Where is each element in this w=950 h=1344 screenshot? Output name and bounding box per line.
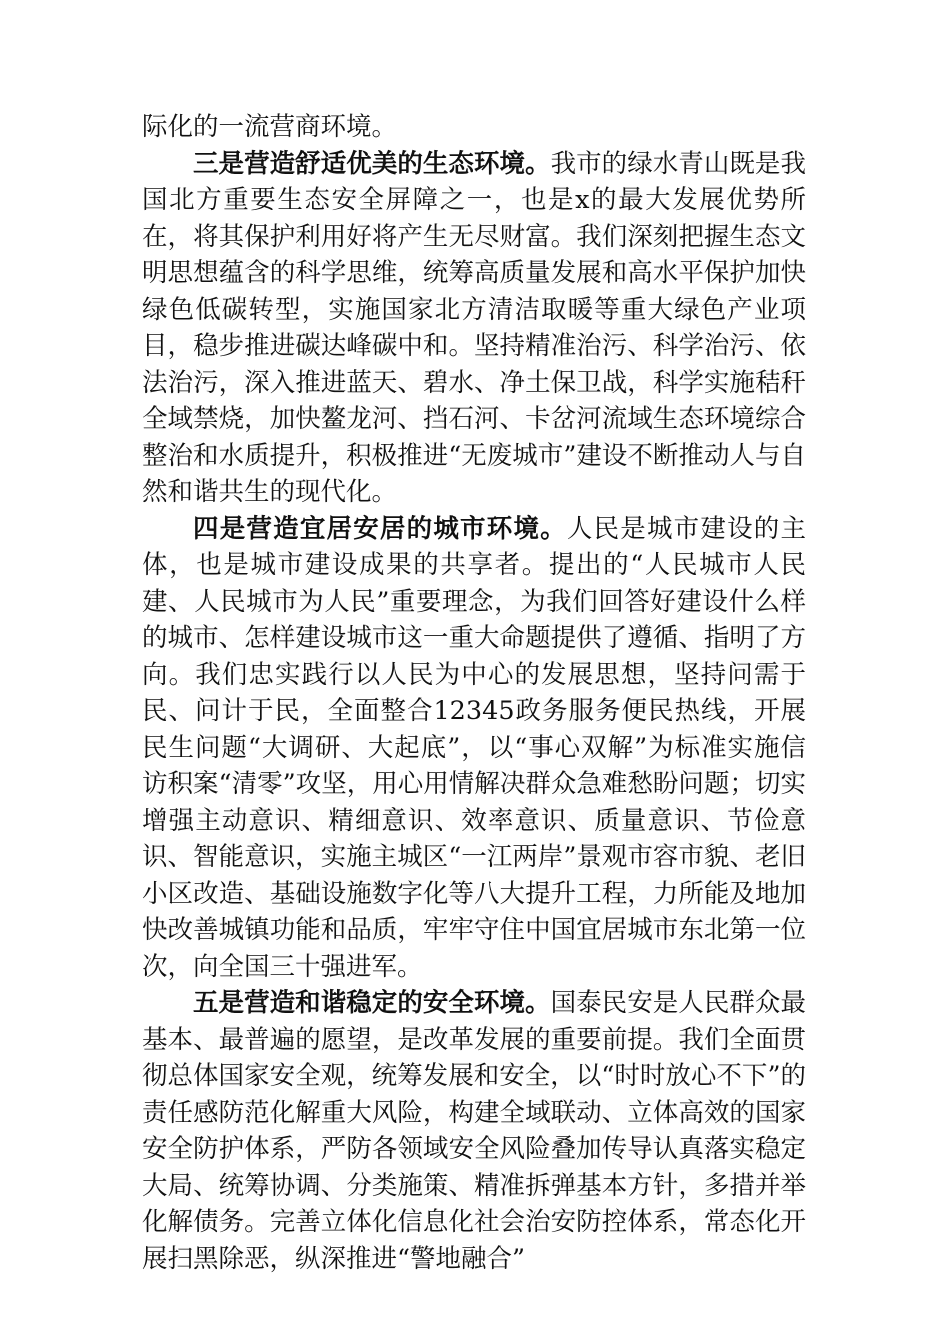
paragraph-text: 际化的一流营商环境。 — [142, 112, 398, 142]
paragraph-text: 国泰民安是人民群众最基本、最普遍的愿望，是改革发展的重要前提。我们全面贯彻总体国家安全观，统筹发展和安全，以“时时放心不下”的责任感防范化解重大风险，构建全域联动、立体高效的国家安全防护体系，严防各领域安全风险叠加传导认真落实稳定大局、统筹协调、分类施策、精准拆弹基本方针，多措并举化解债务。完善立体化信息化社会治安防控体系，常态化开展扫黑除恶，纵深推进“警地融合” — [142, 988, 806, 1274]
paragraph-ecological-environment — [142, 146, 806, 511]
paragraph-text: 我市的绿水青山既是我国北方重要生态安全屏障之一，也是x的最大发展优势所在，将其保护利用好将产生无尽财富。我们深刻把握生态文明思想蕴含的科学思维，统筹高质量发展和高水平保护加快绿色低碳转型，实施国家北方清洁取暖等重大绿色产业项目，稳步推进碳达峰碳中和。坚持精准治污、科学治污、依法治污，深入推进蓝天、碧水、净土保卫战，科学实施秸秆全域禁烧，加快鳌龙河、挡石河、卡岔河流域生态环境综合整治和水质提升，积极推进“无废城市”建设不断推动人与自然和谐共生的现代化。 — [142, 148, 806, 507]
document-page — [142, 109, 806, 1277]
paragraph-heading: 四是营造宜居安居的城市环境。 — [193, 513, 567, 544]
paragraph-heading: 五是营造和谐稳定的安全环境。 — [193, 988, 551, 1018]
paragraph-heading: 三是营造舒适优美的生态环境。 — [193, 148, 551, 179]
paragraph-continuation — [142, 109, 806, 146]
paragraph-text: 人民是城市建设的主体，也是城市建设成果的共享者。提出的“人民城市人民建、人民城市为人民”重要理念，为我们回答好建设什么样的城市、怎样建设城市这一重大命题提供了遵循、指明了方向。我们忠实践行以人民为中心的发展思想，坚持问需于民、问计于民，全面整合12345政务服务便民热线，开展民生问题“大调研、大起底”，以“事心双解”为标准实施信访积案“清零”攻坚，用心用情解决群众急难愁盼问题；切实增强主动意识、精细意识、效率意识、质量意识、节俭意识、智能意识，实施主城区“一江两岸”景观市容市貌、老旧小区改造、基础设施数字化等八大提升工程，力所能及地加快改善城镇功能和品质，牢牢守住中国宜居城市东北第一位次，向全国三十强进军。 — [142, 513, 806, 982]
paragraph-security-environment — [142, 985, 806, 1277]
paragraph-urban-environment — [142, 511, 806, 986]
